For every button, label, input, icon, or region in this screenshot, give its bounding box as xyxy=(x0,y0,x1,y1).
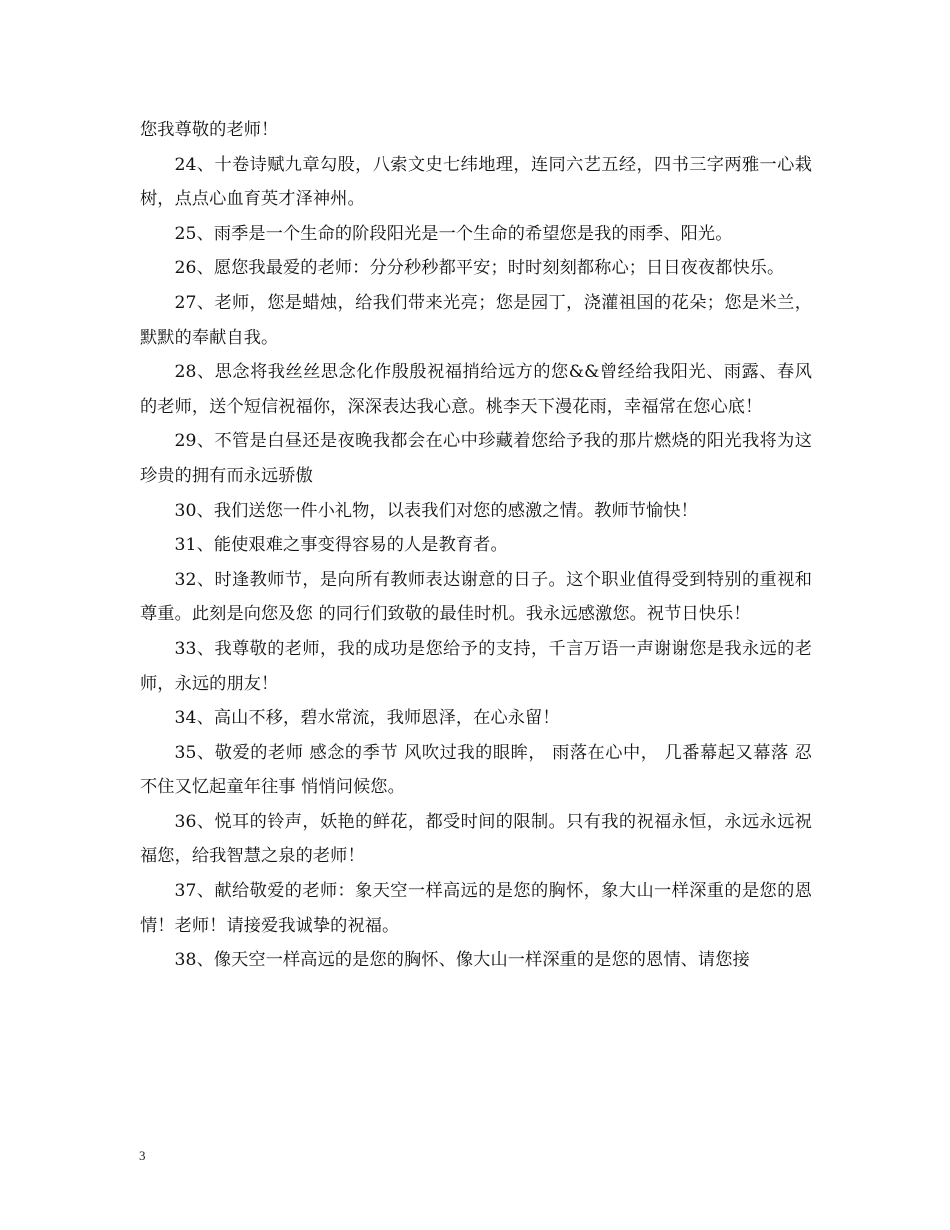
paragraph-31: 31、能使艰难之事变得容易的人是教育者。 xyxy=(174,535,508,556)
paragraph-37: 37、献给敬爱的老师：象天空一样高远的是您的胸怀，象大山一样深重的是您的恩情！老师！请接爱我诚挚的祝福。 xyxy=(140,881,812,936)
paragraph-34: 34、高山不移，碧水常流，我师恩泽，在心永留！ xyxy=(174,708,560,729)
paragraph-35: 35、敬爱的老师 感念的季节 风吹过我的眼眸， 雨落在心中， 几番幕起又幕落 忍不住又忆起童年往事 悄悄问候您。 xyxy=(140,742,812,798)
paragraph-27: 27、老师，您是蜡烛，给我们带来光亮；您是园丁，浇灌祖国的花朵；您是米兰，默默的奉献自我。 xyxy=(140,292,812,348)
paragraph-28: 28、思念将我丝丝思念化作殷殷祝福捎给远方的您&&曾经给我阳光、雨露、春风的老师，送个短信祝福你，深深表达我心意。桃李天下漫花雨，幸福常在您心底！ xyxy=(140,362,812,417)
paragraph-33: 33、我尊敬的老师，我的成功是您给予的支持，千言万语一声谢谢您是我永远的老师，永远的朋友！ xyxy=(140,638,812,694)
paragraph-32: 32、时逢教师节，是向所有教师表达谢意的日子。这个职业值得受到特别的重视和尊重。此刻是向您及您 的同行们致敬的最佳时机。我永远感激您。祝节日快乐！ xyxy=(140,569,812,625)
paragraph-36: 36、悦耳的铃声，妖艳的鲜花，都受时间的限制。只有我的祝福永恒，永远永远祝福您，给我智慧之泉的老师！ xyxy=(140,811,812,867)
paragraph-38: 38、像天空一样高远的是您的胸怀、像大山一样深重的是您的恩情、请您接 xyxy=(174,950,750,971)
document-body xyxy=(140,113,812,978)
paragraph-25: 25、雨季是一个生命的阶段阳光是一个生命的希望您是我的雨季、阳光。 xyxy=(174,223,733,244)
page-number: 3 xyxy=(139,1148,146,1163)
paragraph-30: 30、我们送您一件小礼物，以表我们对您的感激之情。教师节愉快！ xyxy=(174,500,698,521)
paragraph-29: 29、不管是白昼还是夜晚我都会在心中珍藏着您给予我的那片燃烧的阳光我将为这珍贵的拥有而永远骄傲 xyxy=(140,431,812,486)
paragraph-continued: 您我尊敬的老师！ xyxy=(140,120,279,140)
paragraph-24: 24、十卷诗赋九章勾股，八索文史七纬地理，连同六艺五经，四书三字两雅一心栽树，点点心血育英才泽神州。 xyxy=(140,154,812,210)
paragraph-26: 26、愿您我最爱的老师：分分秒秒都平安；时时刻刻都称心；日日夜夜都快乐。 xyxy=(174,258,785,279)
